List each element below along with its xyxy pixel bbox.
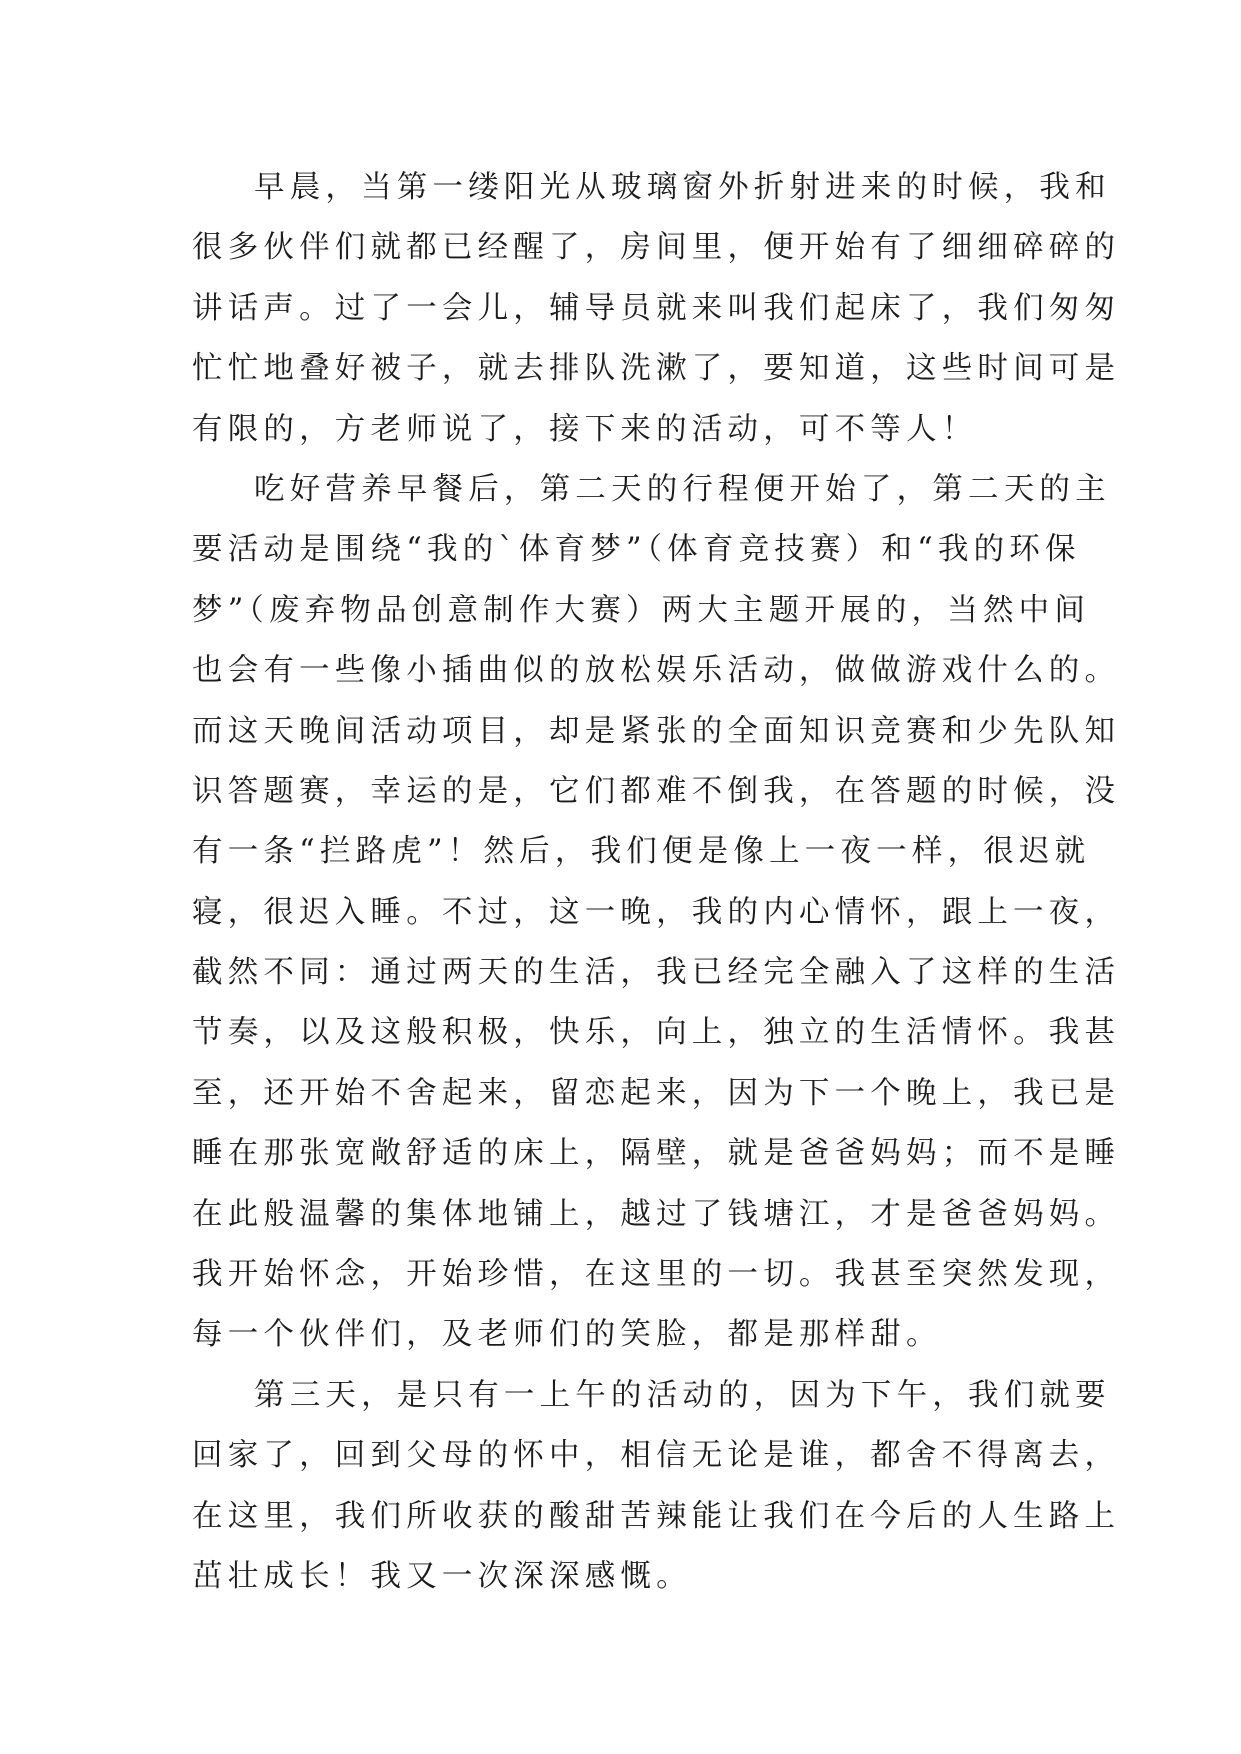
- text-line: 早晨，当第一缕阳光从玻璃窗外折射进来的时候，我和: [254, 170, 1111, 205]
- text-line: 有限的，方老师说了，接下来的活动，可不等人！: [192, 411, 978, 447]
- text-line: 识答题赛，幸运的是，它们都难不倒我，在答题的时候，没: [192, 773, 1121, 809]
- paragraph-3: [192, 1366, 1121, 1608]
- text-line: 梦”（废弃物品创意制作大赛）两大主题开展的，当然中间: [192, 592, 1091, 628]
- text-line: 每一个伙伴们，及老师们的笑脸，都是那样甜。: [192, 1317, 942, 1353]
- text-line: 我开始怀念，开始珍惜，在这里的一切。我甚至突然发现，: [192, 1257, 1121, 1293]
- text-line: 也会有一些像小插曲似的放松娱乐活动，做做游戏什么的。: [192, 653, 1121, 689]
- text-line: 而这天晚间活动项目，却是紧张的全面知识竞赛和少先队知: [192, 713, 1121, 749]
- text-line: 在此般温馨的集体地铺上，越过了钱塘江，才是爸爸妈妈。: [192, 1196, 1121, 1232]
- text-line: 吃好营养早餐后，第二天的行程便开始了，第二天的主: [254, 471, 1111, 507]
- text-line: 睡在那张宽敞舒适的床上，隔壁，就是爸爸妈妈；而不是睡: [192, 1136, 1121, 1172]
- text-line: 节奏，以及这般积极，快乐，向上，独立的生活情怀。我甚: [192, 1015, 1121, 1051]
- text-line: 寝，很迟入睡。不过，这一晚，我的内心情怀，跟上一夜，: [192, 894, 1121, 930]
- document-body: [192, 158, 1121, 1607]
- text-line: 在这里，我们所收获的酸甜苦辣能让我们在今后的人生路上: [192, 1498, 1121, 1534]
- text-line: 茁壮成长！我又一次深深感慨。: [192, 1558, 692, 1594]
- text-line: 要活动是围绕“我的`体育梦”（体育竞技赛）和“我的环保: [192, 532, 1081, 568]
- text-line: 讲话声。过了一会儿，辅导员就来叫我们起床了，我们匆匆: [192, 290, 1121, 326]
- text-line: 第三天，是只有一上午的活动的，因为下午，我们就要: [254, 1377, 1111, 1413]
- paragraph-1: [192, 158, 1121, 460]
- paragraph-2: [192, 460, 1121, 1366]
- text-line: 截然不同：通过两天的生活，我已经完全融入了这样的生活: [192, 955, 1121, 991]
- text-line: 回家了，回到父母的怀中，相信无论是谁，都舍不得离去，: [192, 1438, 1121, 1474]
- text-line: 至，还开始不舍起来，留恋起来，因为下一个晚上，我已是: [192, 1075, 1121, 1111]
- text-line: 很多伙伴们就都已经醒了，房间里，便开始有了细细碎碎的: [192, 230, 1121, 266]
- text-line: 有一条“拦路虎”！然后，我们便是像上一夜一样，很迟就: [192, 834, 1091, 870]
- text-line: 忙忙地叠好被子，就去排队洗漱了，要知道，这些时间可是: [192, 351, 1121, 387]
